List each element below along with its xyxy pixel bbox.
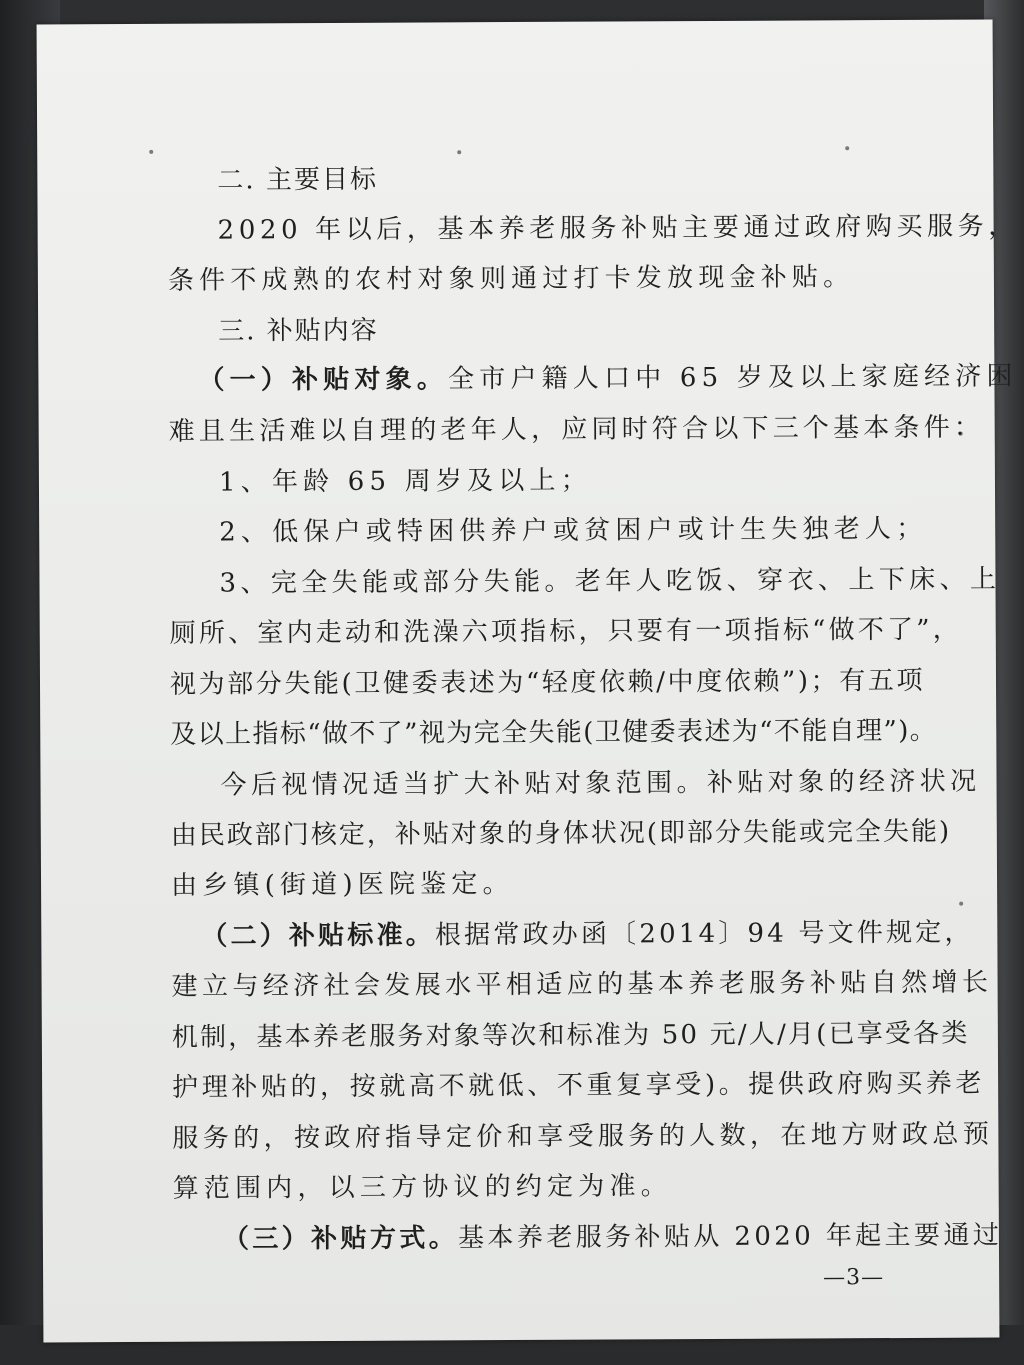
- page-number: —3—: [823, 1265, 885, 1291]
- paragraph-line: 建立与经济社会发展水平相适应的基本养老服务补贴自然增长: [171, 967, 993, 1002]
- paragraph-line: 护理补贴的，按就高不就低、不重复享受)。提供政府购买养老: [172, 1068, 986, 1103]
- paragraph-text: 基本养老服务补贴从 2020 年起主要通过: [458, 1220, 1003, 1254]
- paper-speck: [457, 150, 461, 154]
- paragraph-line: 条件不成熟的农村对象则通过打卡发放现金补贴。: [167, 262, 855, 296]
- paragraph-line: 机制，基本养老服务对象等次和标准为 50 元/人/月(已享受各类: [171, 1018, 970, 1053]
- paragraph-line: 厕所、室内走动和洗澡六项指标，只要有一项指标“做不了”，: [169, 614, 963, 649]
- condition-item: 1、年龄 65 周岁及以上；: [218, 465, 592, 498]
- subsection-label: （二）补贴标准。: [201, 920, 436, 952]
- paragraph-line: 2020 年以后，基本养老服务补贴主要通过政府购买服务，: [217, 211, 1019, 246]
- paper-speck: [149, 150, 153, 154]
- condition-item: 3、完全失能或部分失能。老年人吃饭、穿衣、上下床、上: [219, 564, 1001, 599]
- paragraph-line: 难且生活难以自理的老年人，应同时符合以下三个基本条件：: [168, 412, 985, 447]
- paragraph-text: 根据常政办函〔2014〕94 号文件规定，: [434, 917, 974, 951]
- paragraph-line: [198, 359, 1017, 397]
- paragraph-line: [223, 1218, 1002, 1256]
- paragraph-line: 及以上指标“做不了”视为完全失能(卫健委表述为“不能自理”)。: [170, 715, 938, 750]
- subsection-label: （三）补贴方式。: [222, 1223, 459, 1255]
- section-heading-goals: 二. 主要目标: [217, 164, 378, 196]
- paragraph-line: 服务的，按政府指导定价和享受服务的人数，在地方财政总预: [172, 1119, 994, 1154]
- paragraph-line: 视为部分失能(卫健委表述为“轻度依赖/中度依赖”)；有五项: [169, 665, 926, 700]
- subsection-label: （一）补贴对象。: [198, 364, 449, 396]
- paper-speck: [845, 146, 849, 150]
- section-heading-content: 三. 补贴内容: [218, 315, 379, 347]
- paper-speck: [959, 902, 963, 906]
- paragraph-line: 今后视情况适当扩大补贴对象范围。补贴对象的经济状况: [220, 766, 981, 801]
- paragraph-line: [201, 916, 973, 954]
- paragraph-line: 算范围内，以三方协议的约定为准。: [172, 1171, 672, 1204]
- paragraph-text: 全市户籍人口中 65 岁及以上家庭经济困: [447, 361, 1018, 395]
- paragraph-line: 由民政部门核定，补贴对象的身体状况(即部分失能或完全失能): [170, 816, 952, 851]
- document-page: [37, 20, 1019, 1343]
- condition-item: 2、低保户或特困供养户或贫困户或计生失独老人；: [219, 513, 928, 548]
- paragraph-line: 由乡镇(街道)医院鉴定。: [170, 869, 514, 901]
